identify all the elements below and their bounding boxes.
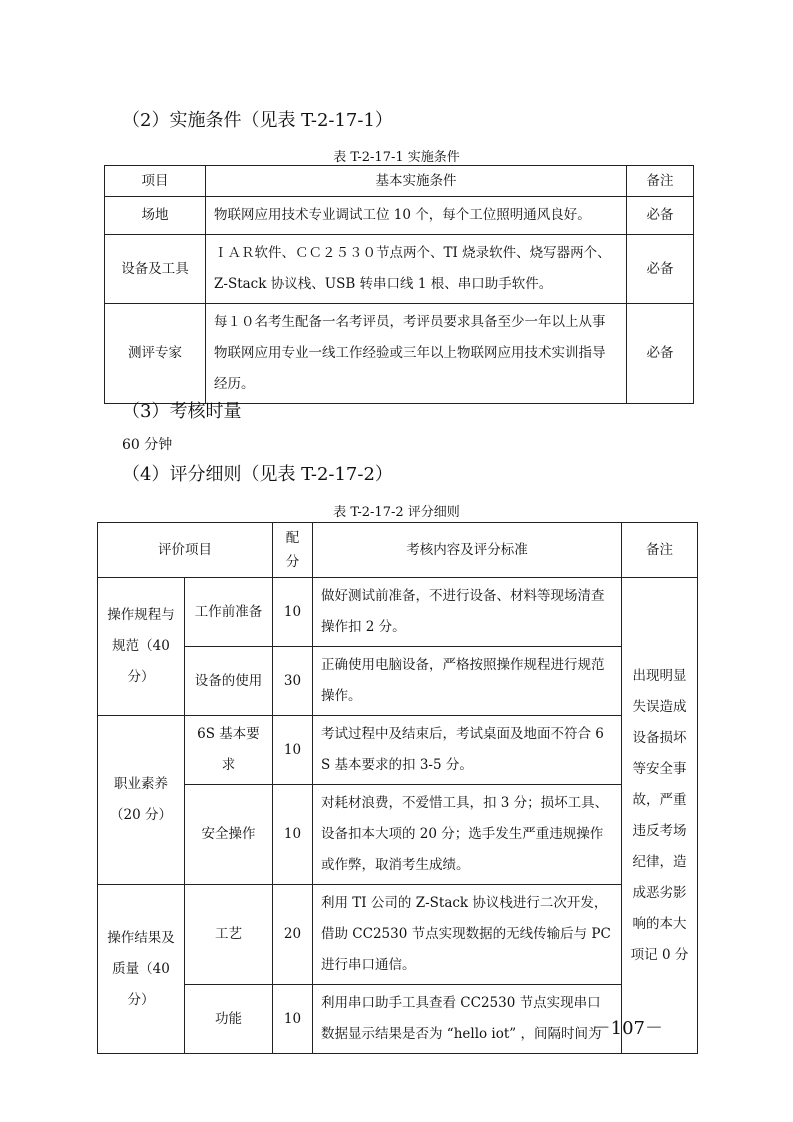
criteria-cell: 对耗材浪费，不爱惜工具，扣 3 分；损坏工具、设备扣本大项的 20 分；选手发生严重违规操作或作弊，取消考生成绩。 [313, 785, 622, 885]
criteria-cell: 做好测试前准备，不进行设备、材料等现场清查操作扣 2 分。 [313, 578, 622, 647]
score-cell: 10 [273, 578, 313, 647]
table-row [98, 716, 698, 785]
table-row [105, 197, 694, 235]
section-3-heading: （3）考核时量 [122, 401, 242, 422]
table-1-header-note: 备注 [627, 166, 694, 197]
score-cell: 30 [273, 647, 313, 716]
table-2-caption: 表 T-2-17-2 评分细则 [333, 505, 460, 520]
table-row [98, 647, 698, 716]
page-number: －107－ [592, 1018, 663, 1039]
sub-item-cell: 设备的使用 [185, 647, 273, 716]
group-name-cell: 操作结果及质量（40 分） [98, 885, 185, 1054]
note-cell: 出现明显失误造成设备损坏等安全事故，严重违反考场纪律，造成恶劣影响的本大项记 0 分 [622, 578, 698, 1054]
table-1-condition-cell: 物联网应用技术专业调试工位 10 个，每个工位照明通风良好。 [206, 197, 627, 235]
sub-item-cell: 工艺 [185, 885, 273, 985]
criteria-cell: 利用串口助手工具查看 CC2530 节点实现串口数据显示结果是否为 “hello iot” ，间隔时间为 [313, 985, 622, 1054]
table-2-header-note: 备注 [622, 523, 698, 578]
sub-item-cell: 安全操作 [185, 785, 273, 885]
table-1-caption: 表 T-2-17-1 实施条件 [333, 150, 460, 165]
table-1-header-condition: 基本实施条件 [206, 166, 627, 197]
table-1-header-row [105, 166, 694, 197]
table-2-header-criteria: 考核内容及评分标准 [313, 523, 622, 578]
sub-item-cell: 工作前准备 [185, 578, 273, 647]
score-cell: 10 [273, 785, 313, 885]
table-1-implementation-conditions [104, 165, 694, 404]
group-name-cell: 职业素养（20 分） [98, 716, 185, 885]
section-2-heading: （2）实施条件（见表 T-2-17-1） [122, 110, 393, 131]
table-1-note-cell: 必备 [627, 304, 694, 404]
sub-item-cell: 6S 基本要求 [185, 716, 273, 785]
table-1-header-item: 项目 [105, 166, 206, 197]
table-2-header-evaluation-item: 评价项目 [98, 523, 273, 578]
criteria-cell: 正确使用电脑设备，严格按照操作规程进行规范操作。 [313, 647, 622, 716]
score-cell: 10 [273, 985, 313, 1054]
table-row [98, 578, 698, 647]
score-cell: 10 [273, 716, 313, 785]
table-1-item-cell: 测评专家 [105, 304, 206, 404]
table-2-header-score: 配分 [273, 523, 313, 578]
table-1-note-cell: 必备 [627, 235, 694, 304]
table-row [105, 304, 694, 404]
section-4-heading: （4）评分细则（见表 T-2-17-2） [122, 464, 393, 485]
sub-item-cell: 功能 [185, 985, 273, 1054]
score-cell: 20 [273, 885, 313, 985]
table-2-header-row [98, 523, 698, 578]
table-2-scoring-rules [97, 522, 698, 1054]
table-row [105, 235, 694, 304]
criteria-cell: 考试过程中及结束后，考试桌面及地面不符合 6S 基本要求的扣 3-5 分。 [313, 716, 622, 785]
table-1-item-cell: 设备及工具 [105, 235, 206, 304]
table-row [98, 885, 698, 985]
criteria-cell: 利用 TI 公司的 Z-Stack 协议栈进行二次开发，借助 CC2530 节点实现数据的无线传输后与 PC 进行串口通信。 [313, 885, 622, 985]
table-1-item-cell: 场地 [105, 197, 206, 235]
table-1-note-cell: 必备 [627, 197, 694, 235]
group-name-cell: 操作规程与规范（40 分） [98, 578, 185, 716]
exam-duration-text: 60 分钟 [122, 437, 173, 453]
table-row [98, 785, 698, 885]
table-1-condition-cell: 每１０名考生配备一名考评员，考评员要求具备至少一年以上从事物联网应用专业一线工作经验或三年以上物联网应用技术实训指导经历。 [206, 304, 627, 404]
table-1-condition-cell: ＩＡＲ软件、ＣＣ２５３０节点两个、TI 烧录软件、烧写器两个、Z-Stack 协议栈、USB 转串口线 1 根、串口助手软件。 [206, 235, 627, 304]
